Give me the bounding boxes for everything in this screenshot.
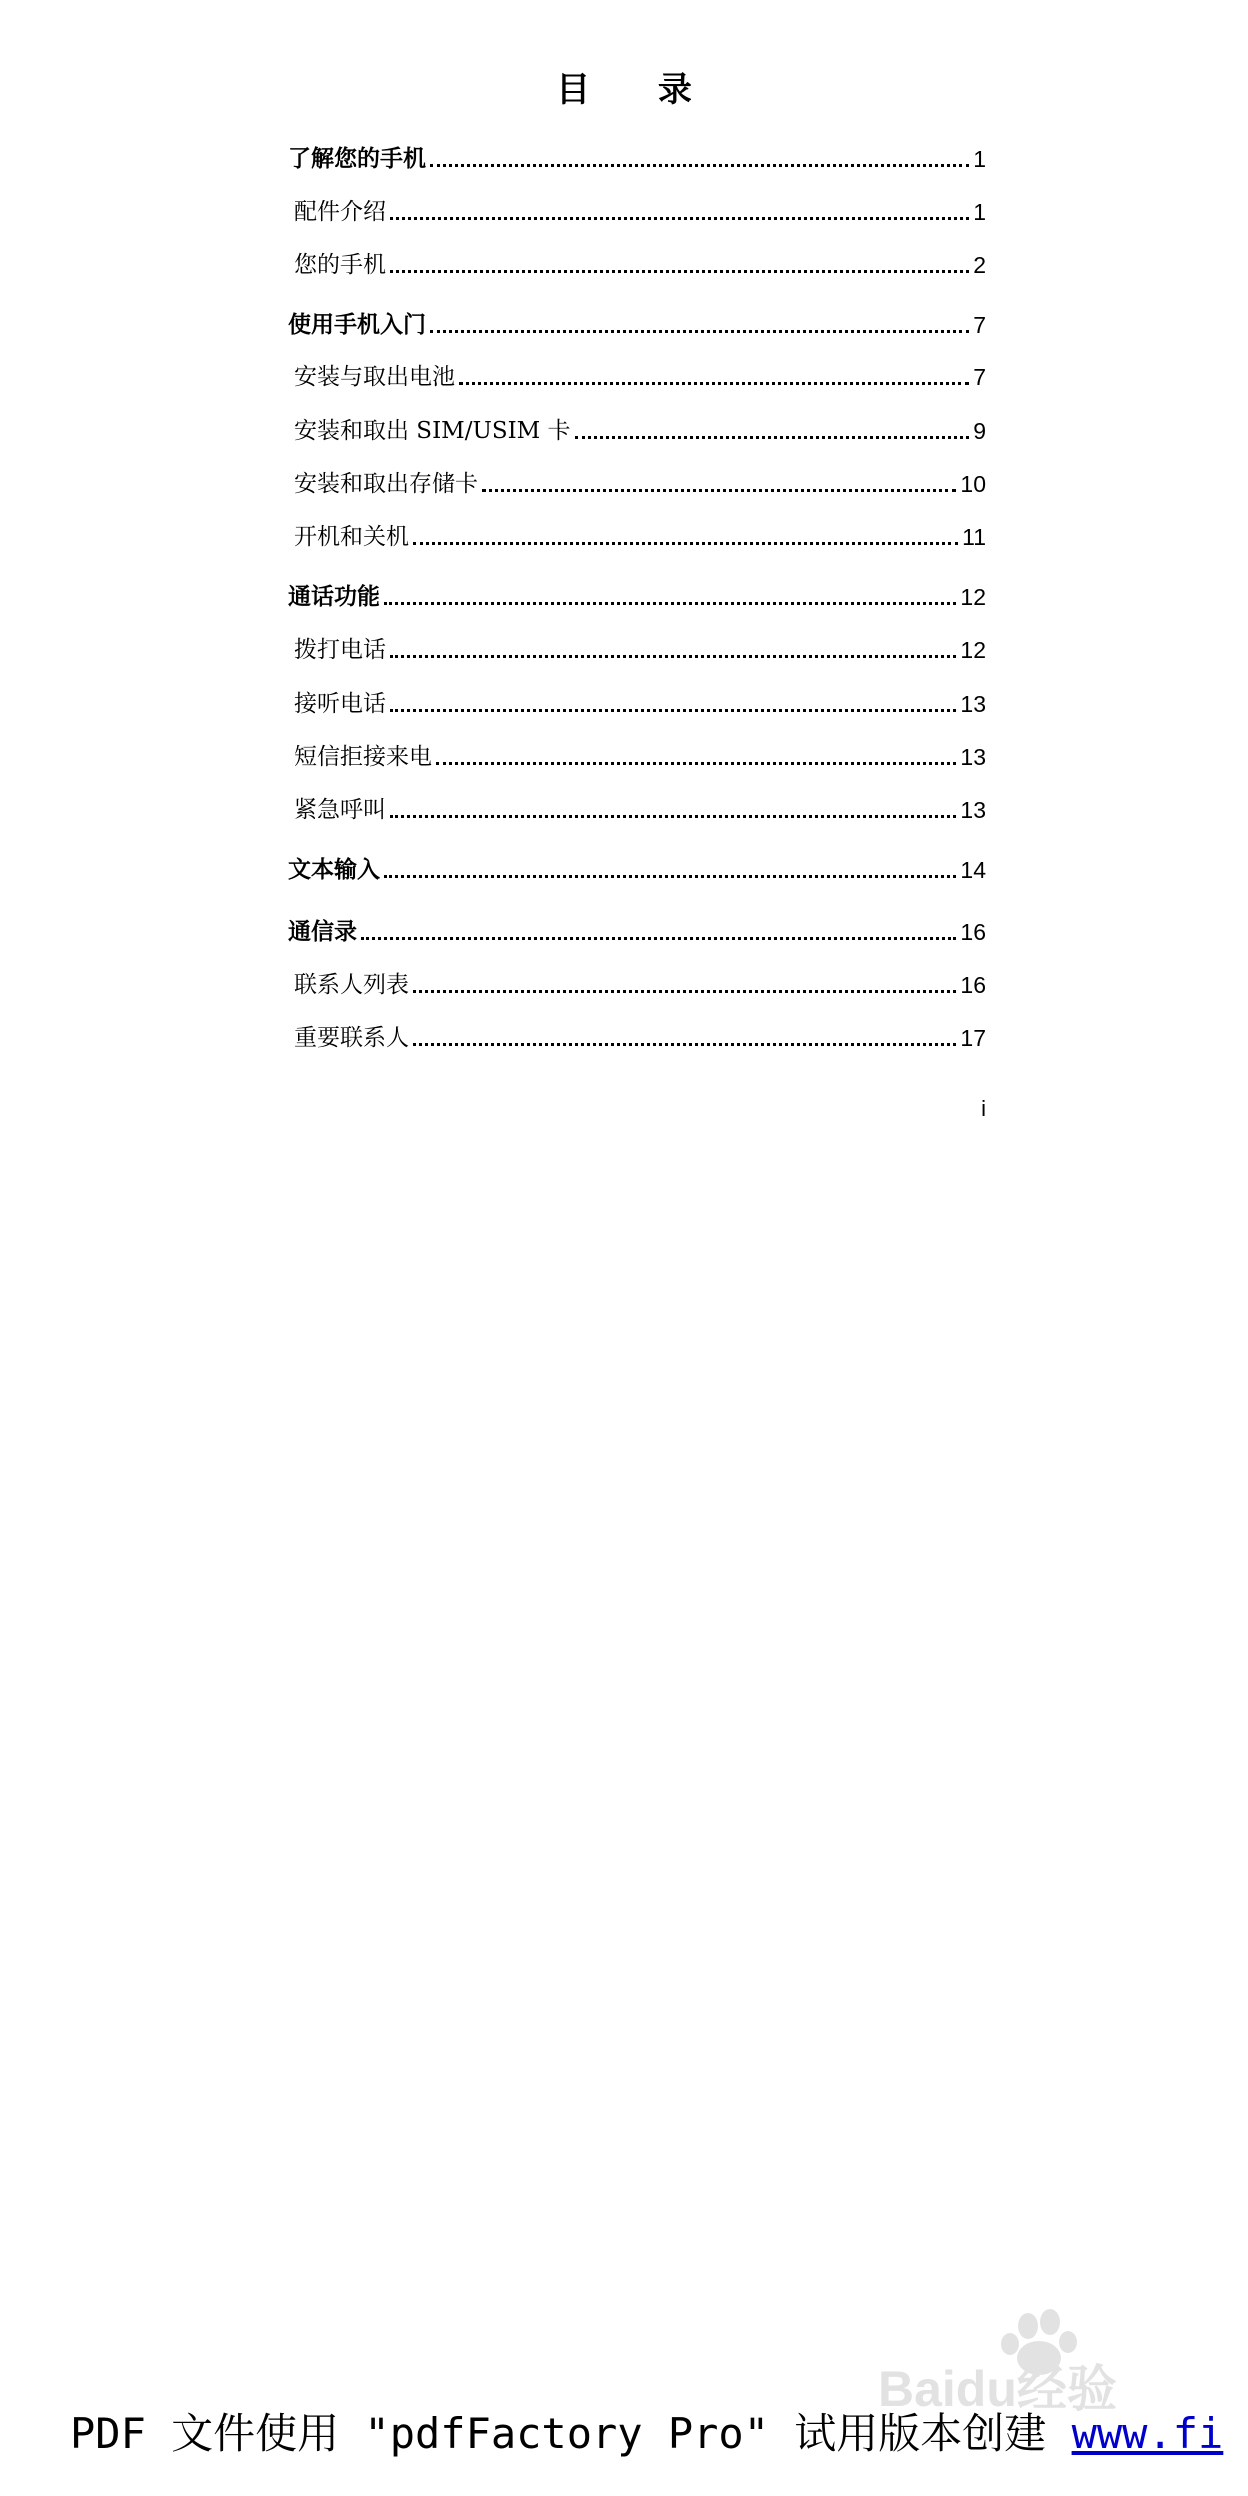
toc-entry-page: 13 bbox=[960, 691, 986, 717]
dot-leader bbox=[413, 989, 956, 993]
dot-leader bbox=[390, 708, 956, 712]
baidu-jingyan-watermark bbox=[878, 2306, 1178, 2416]
toc-entry-page: 17 bbox=[960, 1025, 986, 1051]
toc-entry-label: 拨打电话 bbox=[294, 637, 386, 663]
toc-entry-label: 安装和取出存储卡 bbox=[294, 471, 478, 497]
toc-entry-page: 2 bbox=[973, 252, 986, 278]
toc-entry-label: 短信拒接来电 bbox=[294, 744, 432, 770]
page-number: i bbox=[981, 1096, 986, 1121]
footer-banner bbox=[70, 2404, 1248, 2464]
toc-entry-page: 14 bbox=[960, 857, 986, 883]
toc-entry-page: 9 bbox=[973, 418, 986, 444]
toc-chapter-entry[interactable] bbox=[288, 576, 986, 612]
toc-entry-label: 文本输入 bbox=[288, 857, 380, 883]
toc-section-entry[interactable] bbox=[288, 736, 986, 772]
toc-section-entry[interactable] bbox=[288, 356, 986, 392]
toc-entry-label: 配件介绍 bbox=[294, 199, 386, 225]
toc-chapter-entry[interactable] bbox=[288, 304, 986, 340]
dot-leader bbox=[390, 269, 969, 273]
toc-entry-page: 1 bbox=[973, 146, 986, 172]
toc-entry-label: 重要联系人 bbox=[294, 1025, 409, 1051]
toc-entry-label: 通信录 bbox=[288, 919, 357, 945]
dot-leader bbox=[436, 761, 956, 765]
toc-entry-label: 使用手机入门 bbox=[288, 312, 426, 338]
dot-leader bbox=[430, 163, 969, 167]
dot-leader bbox=[482, 488, 956, 492]
toc-section-entry[interactable] bbox=[288, 516, 986, 552]
dot-leader bbox=[361, 936, 956, 940]
toc-entry-page: 13 bbox=[960, 744, 986, 770]
toc-entry-page: 12 bbox=[960, 637, 986, 663]
dot-leader bbox=[384, 874, 956, 878]
toc-entry-page: 1 bbox=[973, 199, 986, 225]
dot-leader bbox=[575, 435, 970, 439]
toc-section-entry[interactable] bbox=[288, 629, 986, 665]
toc-entry-label: 通话功能 bbox=[288, 584, 380, 610]
toc-entry-label: 紧急呼叫 bbox=[294, 797, 386, 823]
toc-section-entry[interactable] bbox=[288, 1017, 986, 1053]
toc-entry-page: 10 bbox=[960, 471, 986, 497]
toc-entry-page: 12 bbox=[960, 584, 986, 610]
toc-entry-page: 16 bbox=[960, 972, 986, 998]
toc-chapter-entry[interactable] bbox=[288, 138, 986, 174]
toc-entry-label: 开机和关机 bbox=[294, 524, 409, 550]
toc-entry-label: 接听电话 bbox=[294, 691, 386, 717]
toc-entry-page: 13 bbox=[960, 797, 986, 823]
toc-entry-label: 安装和取出 SIM/USIM 卡 bbox=[294, 418, 571, 444]
footer-link[interactable]: www.fi bbox=[1071, 2409, 1224, 2458]
dot-leader bbox=[390, 216, 969, 220]
footer-text: PDF 文件使用 "pdfFactory Pro" 试用版本创建 bbox=[70, 2409, 1072, 2458]
toc-section-entry[interactable] bbox=[288, 463, 986, 499]
toc-entry-label: 安装与取出电池 bbox=[294, 364, 455, 390]
toc-entry-page: 7 bbox=[973, 312, 986, 338]
toc-entry-page: 7 bbox=[973, 364, 986, 390]
toc-entry-page: 16 bbox=[960, 919, 986, 945]
dot-leader bbox=[459, 381, 969, 385]
toc-entry-page: 11 bbox=[962, 524, 986, 550]
toc-section-entry[interactable] bbox=[288, 410, 986, 446]
toc-title: 目 录 bbox=[556, 70, 720, 110]
dot-leader bbox=[413, 1042, 956, 1046]
toc-chapter-entry[interactable] bbox=[288, 911, 986, 947]
toc-section-entry[interactable] bbox=[288, 683, 986, 719]
baidu-paw-icon bbox=[878, 2306, 1178, 2416]
toc-section-entry[interactable] bbox=[288, 191, 986, 227]
toc-entry-label: 您的手机 bbox=[294, 252, 386, 278]
toc-entry-label: 了解您的手机 bbox=[288, 146, 426, 172]
toc-chapter-entry[interactable] bbox=[288, 849, 986, 885]
dot-leader bbox=[390, 654, 956, 658]
watermark-text: Baidu经验 bbox=[878, 2361, 1117, 2416]
dot-leader bbox=[413, 541, 958, 545]
toc-section-entry[interactable] bbox=[288, 244, 986, 280]
toc-section-entry[interactable] bbox=[288, 789, 986, 825]
toc-section-entry[interactable] bbox=[288, 964, 986, 1000]
dot-leader bbox=[390, 814, 956, 818]
dot-leader bbox=[384, 601, 956, 605]
dot-leader bbox=[430, 329, 969, 333]
toc-entry-label: 联系人列表 bbox=[294, 972, 409, 998]
